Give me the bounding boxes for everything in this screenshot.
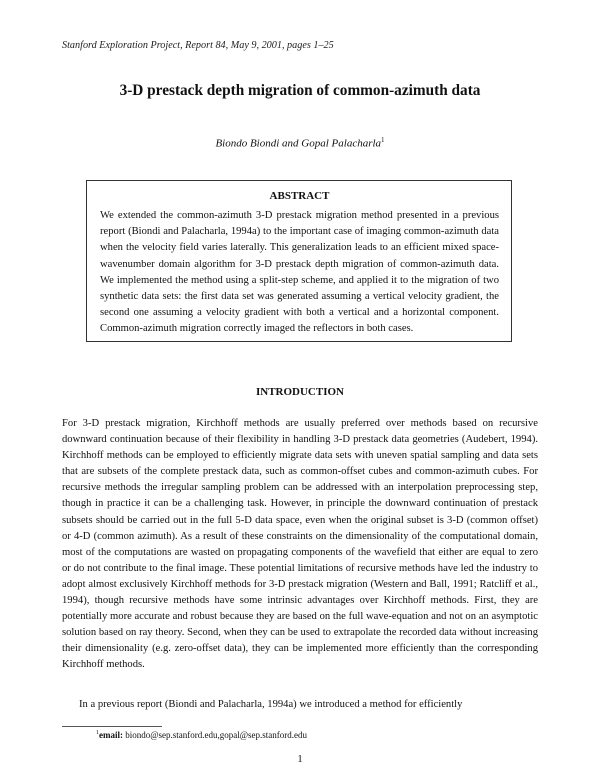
running-head: Stanford Exploration Project, Report 84, May 9, 2001, pages 1–25: [62, 40, 334, 51]
author-footnote-mark: 1: [381, 136, 385, 144]
abstract-box: [86, 180, 512, 342]
footnote-rule: [62, 726, 162, 727]
footnote: [96, 730, 307, 740]
abstract-text: We extended the common-azimuth 3-D prestack migration method presented in a previous report (Biondi and Palacharla, 1994a) to the important case of imaging common-azimuth data when the velocity field varies laterally. This generalization leads to an efficient mixed space-wavenumber domain algorithm for 3-D prestack depth migration of common-azimuth data. We implemented the method using a split-step scheme, and applied it to the migration of two synthetic data sets: the first data set was generated assuming a vertical velocity gradient, the second one assuming a velocity gradient with both a vertical and a horizontal component. Common-azimuth migration correctly imaged the reflectors in both cases.: [100, 210, 499, 335]
footnote-mark: 1: [96, 730, 99, 736]
footnote-email: biondo@sep.stanford.edu,gopal@sep.stanford.edu: [125, 730, 308, 740]
introduction-heading: INTRODUCTION: [255, 386, 344, 398]
page-number: 1: [297, 754, 303, 765]
introduction-paragraph-2: In a previous report (Biondi and Palacharla, 1994a) we introduced a method for efficiently: [79, 699, 463, 710]
author-line: [0, 136, 600, 150]
paper-title: 3-D prestack depth migration of common-azimuth data: [119, 82, 481, 99]
abstract-heading: ABSTRACT: [269, 190, 330, 202]
introduction-paragraph-1: For 3-D prestack migration, Kirchhoff methods are usually preferred over methods based on recursive downward continuation because of their flexibility in handling 3-D prestack data geometries (Audebert, 1994). Kirchhoff methods can be employed to efficiently migrate data sets with uneven spatial sampling and data sets that are subsets of the complete prestack data, such as common-offset cubes and common-azimuth cubes. For recursive methods the irregular sampling problem can be addressed with an interpolation preprocessing step, though in practice it can be a challenging task. However, in principle the downward continuation of prestack subsets should be carried out in the full 5-D data space, even when the original subset is 3-D (common offset) or 4-D (common azimuth). As a result of these constraints on the dimensionality of the computational domain, most of the computations are wasted on propagating components of the wavefield that either are equal to zero or do not contribute to the final image. These potential limitations of recursive methods have led the industry to adopt almost exclusively Kirchhoff methods for 3-D prestack migration (Western and Ball, 1991; Ratcliff et al., 1994), though recursive methods have some intrinsic advantages over Kirchhoff methods. First, they are potentially more accurate and robust because they are based on the full wave-equation and not on an asymptotic solution based on ray theory. Second, when they can be used to extrapolate the recorded data without increasing their dimensionality (e.g. zero-offset data), they can be implemented more efficiently than the corresponding Kirchhoff methods.: [62, 418, 538, 671]
authors: Biondo Biondi and Gopal Palacharla: [215, 137, 382, 150]
footnote-label: email:: [99, 730, 123, 740]
